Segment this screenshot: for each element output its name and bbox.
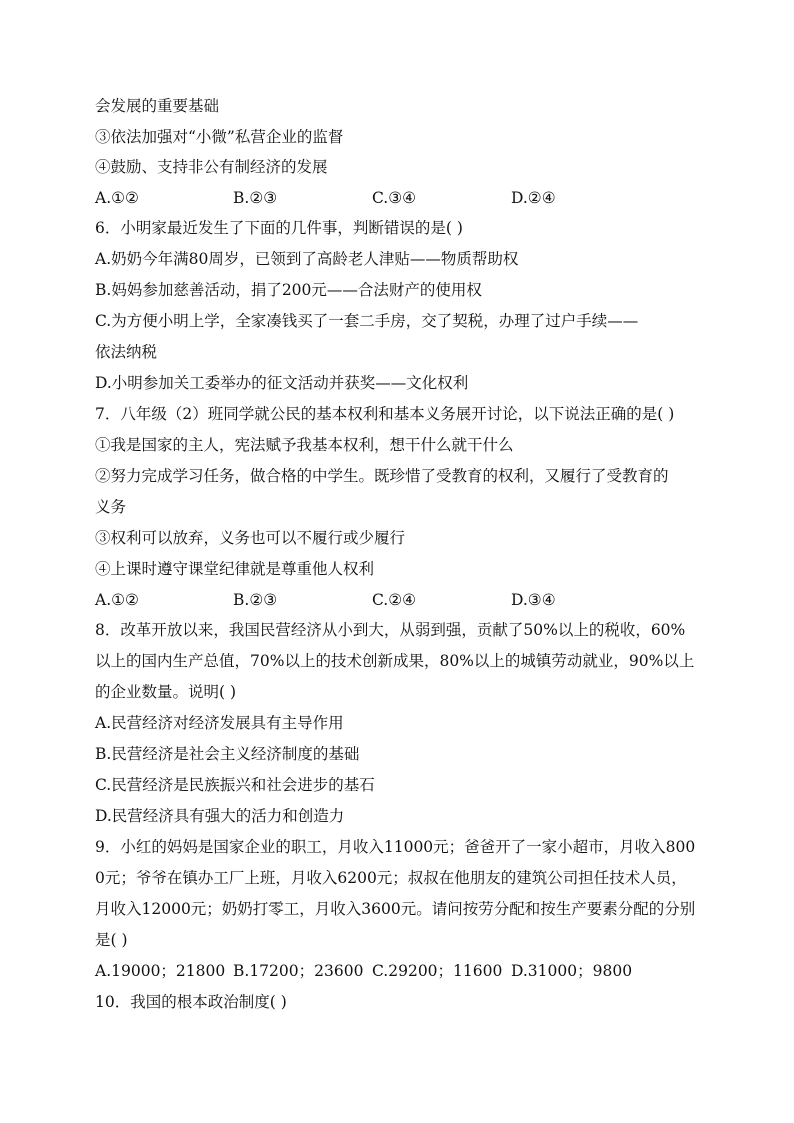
option-b: B.②③ xyxy=(233,591,278,609)
text-line: B.民营经济是社会主义经济制度的基础 xyxy=(95,745,360,763)
text-line: 的企业数量。说明( ) xyxy=(95,683,237,701)
text-line: 0元；爷爷在镇办工厂上班，月收入6200元；叔叔在他朋友的建筑公司担任技术人员， xyxy=(95,869,687,887)
text-line: D.小明参加关工委举办的征文活动并获奖——文化权利 xyxy=(95,374,469,392)
question-6: 6．小明家最近发生了下面的几件事，判断错误的是( ) xyxy=(95,219,463,237)
text-line: C.民营经济是民族振兴和社会进步的基石 xyxy=(95,776,375,794)
text-line: 月收入12000元；奶奶打零工，月收入3600元。请问按劳分配和按生产要素分配的分别 xyxy=(95,900,696,918)
text-line: ③依法加强对“小微”私营企业的监督 xyxy=(95,128,344,146)
option-b: B.17200；23600 xyxy=(233,962,364,980)
question-7: 7．八年级（2）班同学就公民的基本权利和基本义务展开讨论，以下说法正确的是( ) xyxy=(95,405,675,423)
text-line: B.妈妈参加慈善活动，捐了200元——合法财产的使用权 xyxy=(95,281,482,299)
text-line: A.民营经济对经济发展具有主导作用 xyxy=(95,714,344,732)
text-line: 会发展的重要基础 xyxy=(95,97,220,115)
question-9: 9．小红的妈妈是国家企业的职工，月收入11000元；爸爸开了一家小超市，月收入800 xyxy=(95,838,696,856)
text-line: ①我是国家的主人，宪法赋予我基本权利，想干什么就干什么 xyxy=(95,436,514,454)
question-10: 10．我国的根本政治制度( ) xyxy=(95,993,287,1011)
question-8: 8．改革开放以来，我国民营经济从小到大，从弱到强，贡献了50%以上的税收，60% xyxy=(95,621,686,639)
option-c: C.③④ xyxy=(372,189,417,207)
option-d: D.31000；9800 xyxy=(511,962,633,980)
text-line: ④鼓励、支持非公有制经济的发展 xyxy=(95,158,328,176)
text-line: 以上的国内生产总值，70%以上的技术创新成果，80%以上的城镇劳动就业，90%以上 xyxy=(95,652,695,670)
text-line: ④上课时遵守课堂纪律就是尊重他人权利 xyxy=(95,560,375,578)
option-c: C.29200；11600 xyxy=(372,962,503,980)
option-b: B.②③ xyxy=(233,189,278,207)
text-line: D.民营经济具有强大的活力和创造力 xyxy=(95,807,345,825)
option-d: D.②④ xyxy=(511,189,556,207)
option-a: A.19000；21800 xyxy=(95,962,226,980)
text-line: ③权利可以放弃，义务也可以不履行或少履行 xyxy=(95,529,406,547)
text-line: C.为方便小明上学，全家凑钱买了一套二手房，交了契税，办理了过户手续—— xyxy=(95,312,639,330)
text-line: A.奶奶今年满80周岁，已领到了高龄老人津贴——物质帮助权 xyxy=(95,250,519,268)
option-a: A.①② xyxy=(95,189,139,207)
text-line: ②努力完成学习任务，做合格的中学生。既珍惜了受教育的权利，又履行了受教育的 xyxy=(95,467,669,485)
text-line: 义务 xyxy=(95,498,127,516)
text-line: 是( ) xyxy=(95,931,128,949)
option-d: D.③④ xyxy=(511,591,556,609)
text-line: 依法纳税 xyxy=(95,343,158,361)
option-c: C.②④ xyxy=(372,591,417,609)
option-a: A.①② xyxy=(95,591,139,609)
